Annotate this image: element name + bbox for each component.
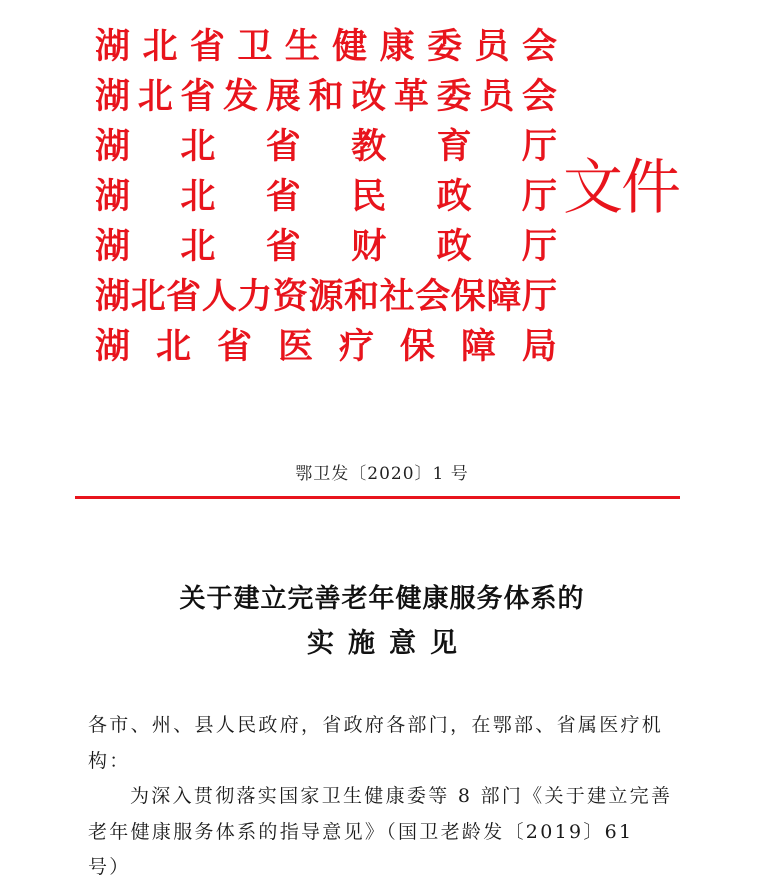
issuer-line: 湖 北 省 财 政 厅 xyxy=(95,226,557,267)
issuer-line: 湖 北 省 教 育 厅 xyxy=(95,126,557,167)
red-divider xyxy=(75,496,680,499)
issuer-line: 湖 北 省 人 力 资 源 和 社 会 保 障 厅 xyxy=(95,276,557,317)
document-suffix: 文件 xyxy=(563,153,679,223)
issuer-line: 湖 北 省 发 展 和 改 革 委 员 会 xyxy=(95,76,557,117)
document-body xyxy=(88,708,673,886)
body-paragraph: 为深入贯彻落实国家卫生健康委等 8 部门《关于建立完善老年健康服务体系的指导意见》（国卫老龄发〔2019〕61 号） xyxy=(88,785,673,878)
document-title-line-1: 关于建立完善老年健康服务体系的 xyxy=(179,584,585,614)
issuing-authorities xyxy=(95,22,557,372)
issuer-line: 湖 北 省 医 疗 保 障 局 xyxy=(95,326,557,367)
document-number: 鄂卫发〔2020〕1 号 xyxy=(295,464,469,484)
document-title-line-2: 实施意见 xyxy=(307,628,471,659)
issuer-line: 湖 北 省 卫 生 健 康 委 员 会 xyxy=(95,26,557,67)
salutation: 各市、州、县人民政府，省政府各部门，在鄂部、省属医疗机构： xyxy=(88,714,664,772)
issuer-line: 湖 北 省 民 政 厅 xyxy=(95,176,557,217)
